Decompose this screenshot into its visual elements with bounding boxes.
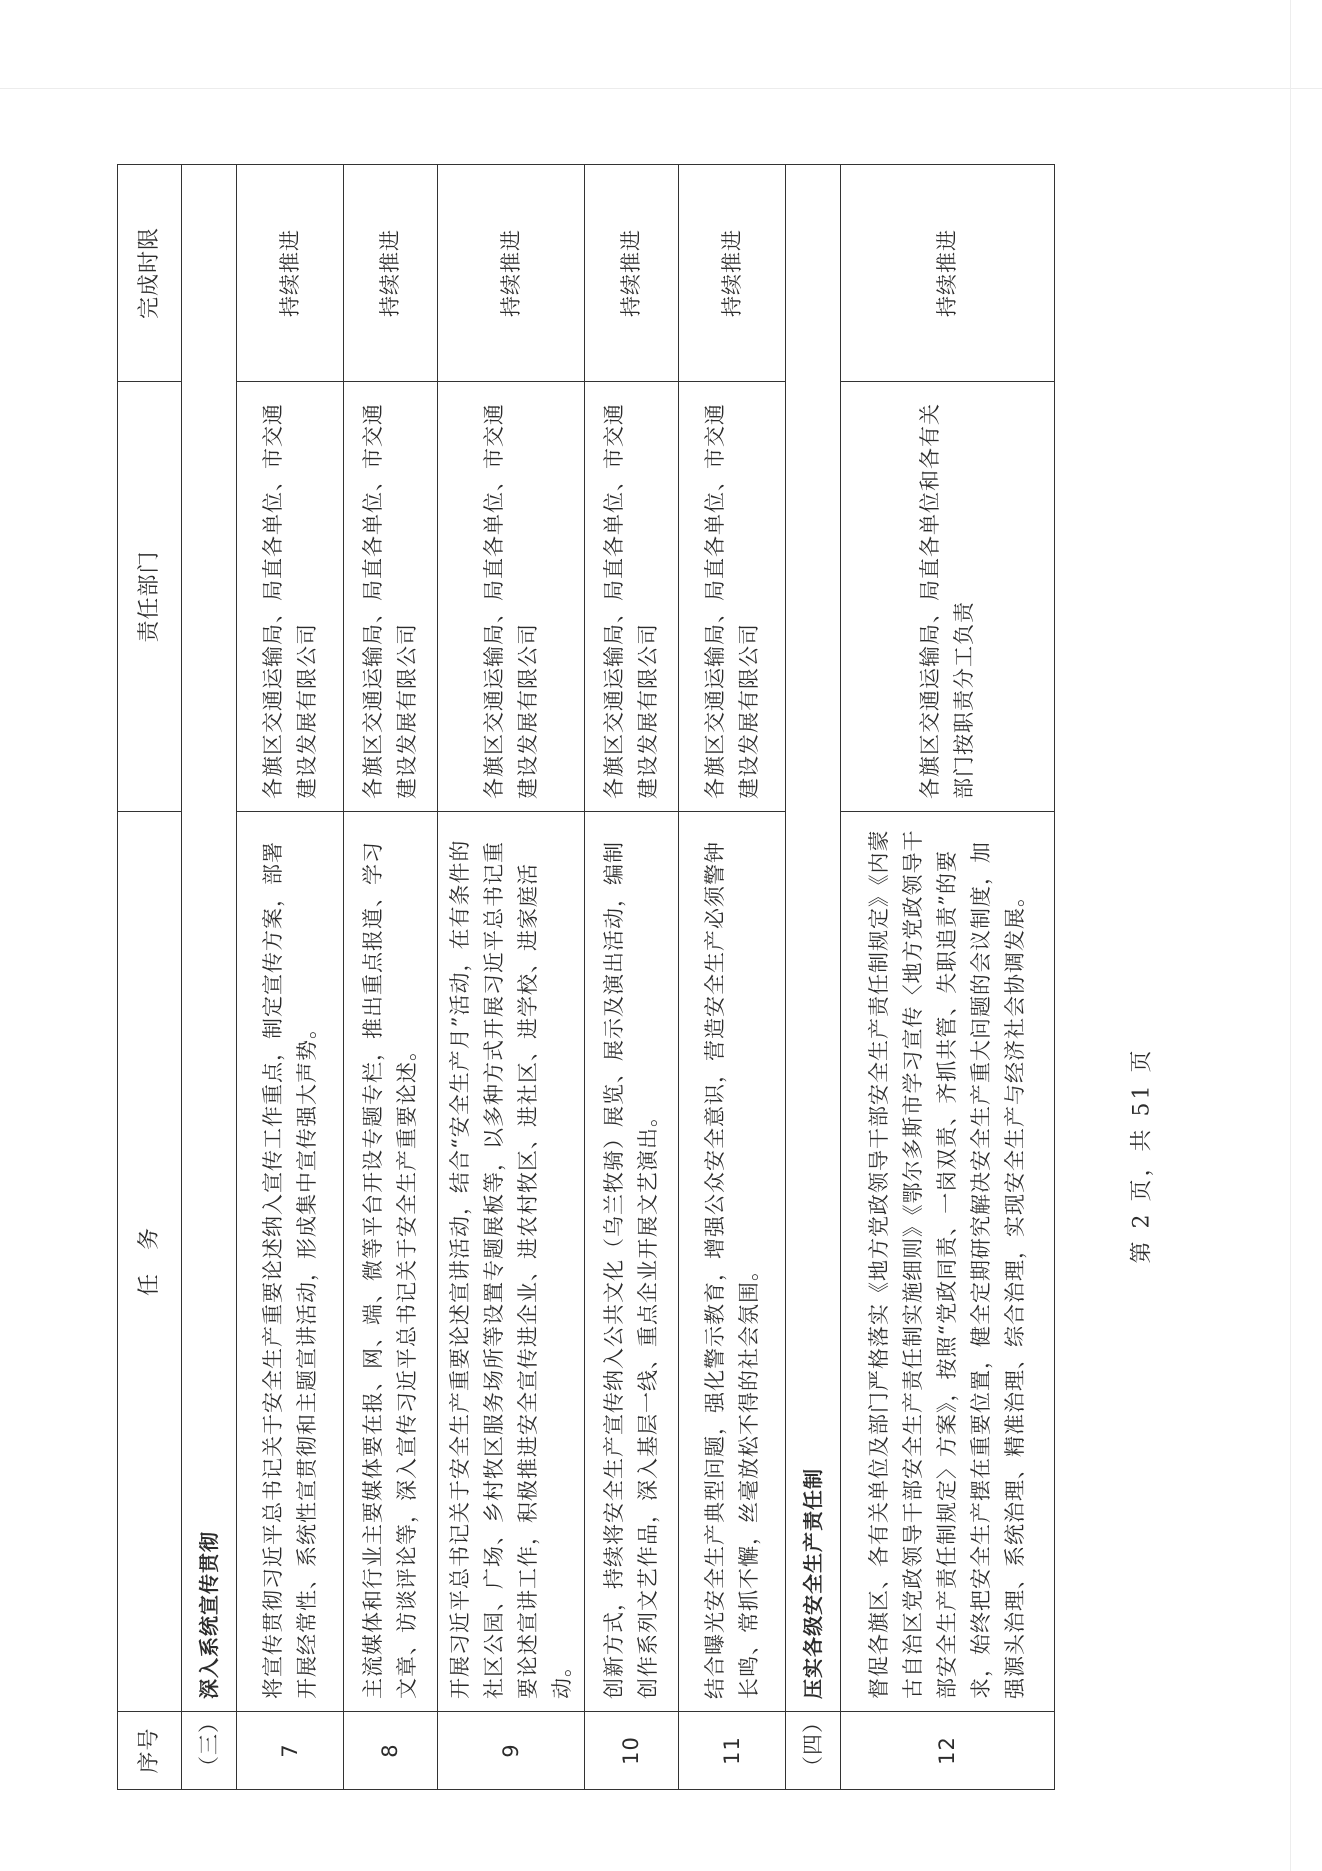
row-deadline: 持续推进: [678, 165, 785, 382]
table-row: [343, 165, 437, 1790]
task-table: [117, 164, 1055, 1790]
row-dept: 各旗区交通运输局、局直各单位、市交通建设发展有限公司: [678, 382, 785, 812]
row-dept: 各旗区交通运输局、局直各单位、市交通建设发展有限公司: [437, 382, 584, 812]
row-number: 11: [678, 1712, 785, 1790]
table-row: [840, 165, 1054, 1790]
table-row: [236, 165, 343, 1790]
section-title: 压实各级安全生产责任制: [786, 165, 841, 1712]
row-task: 结合曝光安全生产典型问题，强化警示教育，增强公众安全意识，营造安全生产必须警钟长鸣、常抓不懈，丝毫放松不得的社会氛围。: [678, 812, 785, 1712]
section-number: （四）: [786, 1712, 841, 1790]
row-dept: 各旗区交通运输局、局直各单位、市交通建设发展有限公司: [236, 382, 343, 812]
header-dept: 责任部门: [118, 382, 182, 812]
table-row: [584, 165, 678, 1790]
page-number-label: 第 2 页，共 51 页: [1129, 1047, 1155, 1264]
row-number: 8: [343, 1712, 437, 1790]
row-task: 将宣传贯彻习近平总书记关于安全生产重要论述纳入宣传工作重点，制定宣传方案，部署开展经常性、系统性宣贯彻和主题宣讲活动，形成集中宣传强大声势。: [236, 812, 343, 1712]
header-deadline: 完成时限: [118, 165, 182, 382]
row-deadline: 持续推进: [584, 165, 678, 382]
page-edge-rule: [1290, 0, 1291, 1871]
row-dept: 各旗区交通运输局、局直各单位、市交通建设发展有限公司: [343, 382, 437, 812]
page-top-rule: [0, 88, 1322, 89]
row-task: 主流媒体和行业主要媒体要在报、网、端、微等平台开设专题专栏，推出重点报道、学习文章、访谈评论等，深入宣传习近平总书记关于安全生产重要论述。: [343, 812, 437, 1712]
section-title: 深入系统宣传贯彻: [182, 165, 237, 1712]
table-row: [437, 165, 584, 1790]
row-number: 12: [840, 1712, 1054, 1790]
header-task: 任 务: [118, 812, 182, 1712]
row-dept: 各旗区交通运输局、局直各单位、市交通建设发展有限公司: [584, 382, 678, 812]
row-task: 创新方式，持续将安全生产宣传纳入公共文化（乌兰牧骑）展览、展示及演出活动，编制创作系列文艺作品，深入基层一线、重点企业开展文艺演出。: [584, 812, 678, 1712]
row-deadline: 持续推进: [437, 165, 584, 382]
row-number: 7: [236, 1712, 343, 1790]
row-deadline: 持续推进: [343, 165, 437, 382]
header-no: 序号: [118, 1712, 182, 1790]
section-number: （三）: [182, 1712, 237, 1790]
row-task: 督促各旗区、各有关单位及部门严格落实《地方党政领导干部安全生产责任制规定》《内蒙古自治区党政领导干部安全生产责任制实施细则》《鄂尔多斯市学习宣传〈地方党政领导干部安全生产责任制规定〉方案》，按照“党政同责、一岗双责、齐抓共管、失职追责”的要求，始终把安全生产摆在重要位置，健全定期研究解决安全生产重大问题的会议制度，加强源头治理、系统治理、精准治理、综合治理，实现安全生产与经济社会协调发展。: [840, 812, 1054, 1712]
row-dept: 各旗区交通运输局、局直各单位和各有关部门按职责分工负责: [840, 382, 1054, 812]
table-header-row: [118, 165, 182, 1790]
section-row: [182, 165, 237, 1790]
row-deadline: 持续推进: [236, 165, 343, 382]
page-footer: [1110, 1020, 1170, 1300]
section-row: [786, 165, 841, 1790]
table-row: [678, 165, 785, 1790]
row-task: 开展习近平总书记关于安全生产重要论述宣讲活动，结合“安全生产月”活动，在有条件的社区公园、广场、乡村牧区服务场所等设置专题展板等，以多种方式开展习近平总书记重要论述宣讲工作，积极推进安全宣传进企业、进农村牧区、进社区、进学校、进家庭活动。: [437, 812, 584, 1712]
row-number: 10: [584, 1712, 678, 1790]
rotated-table-wrapper: [117, 165, 1055, 1790]
row-deadline: 持续推进: [840, 165, 1054, 382]
row-number: 9: [437, 1712, 584, 1790]
